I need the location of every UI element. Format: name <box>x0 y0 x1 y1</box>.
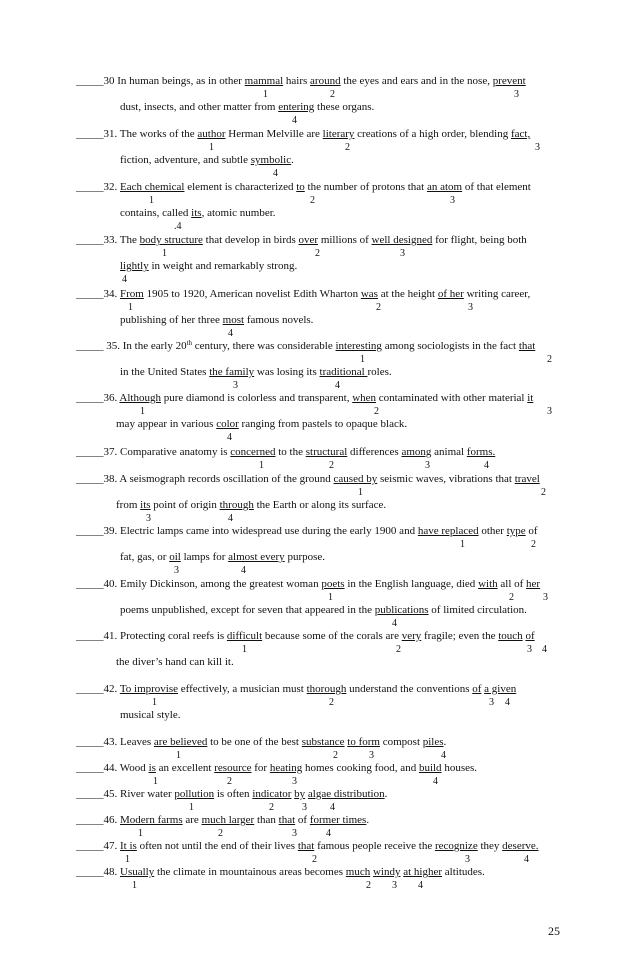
question-42: _____42. To improvise effectively, a musician must thorough understand the conventions of a given 1 2 3 4 musical style. <box>76 683 517 721</box>
option-3: oil <box>169 551 181 563</box>
option-4: publications <box>374 604 429 616</box>
question-48: _____48. Usually the climate in mountainous areas becomes much windy at higher altitudes. 1 2 3 4 <box>76 866 485 891</box>
option-2: that <box>518 340 536 352</box>
option-4: build <box>418 762 442 774</box>
option-2: very <box>401 630 422 642</box>
question-40: _____40. Emily Dickinson, among the greatest woman poets in the English language, died with all of her 1 2 3 poems unpublished, except for seven that appeared in the publications of limited circulation. 4 <box>76 578 548 629</box>
option-3: touch <box>498 630 523 642</box>
question-32: _____32. Each chemical element is characterized to the number of protons that an atom of that element 1 2 3 contains, called its, atomic number. .4 <box>76 181 531 232</box>
option-2: that <box>297 840 315 852</box>
option-3: an atom <box>426 181 463 193</box>
option-1: Although <box>119 392 161 404</box>
option-2: resource <box>214 762 252 774</box>
option-4: its <box>191 207 202 219</box>
option-1: Usually <box>120 866 155 878</box>
option-3: of <box>472 683 482 695</box>
question-39: _____39. Electric lamps came into widespread use during the early 1900 and have replaced other type of 1 2 fat, gas, or oil lamps for almost every purpose. 3 4 <box>76 525 538 576</box>
page-number: 25 <box>548 924 560 938</box>
option-1: caused by <box>333 473 378 485</box>
option-1: difficult <box>226 630 263 642</box>
question-46: _____46. Modern farms are much larger than that of former times. 1 2 3 4 <box>76 814 370 839</box>
option-2: much larger <box>201 814 255 826</box>
option-1: mammal <box>244 75 284 87</box>
option-3: that <box>278 814 296 826</box>
option-3: windy <box>372 866 401 878</box>
option-4: a given <box>484 683 517 695</box>
option-1: have replaced <box>417 525 479 537</box>
option-4: symbolic <box>250 154 292 166</box>
option-1: is <box>148 762 156 774</box>
option-4: almost every <box>228 551 285 563</box>
question-35: _____ 35. In the early 20th century, there was considerable interesting among sociologists in the fact that 1 2 in the United States the family was losing its traditional roles. 3 4 <box>76 339 552 391</box>
question-43: _____43. Leaves are believed to be one of the best substance to form compost piles. 1 2 3 4 <box>76 736 447 761</box>
option-2: over <box>298 234 319 246</box>
option-3: fact, <box>511 128 531 140</box>
option-2: type <box>506 525 526 537</box>
question-37: _____37. Comparative anatomy is concerned to the structural differences among animal forms. 1 2 3 4 <box>76 446 496 471</box>
option-2: much <box>345 866 371 878</box>
option-2: to <box>296 181 305 193</box>
option-2: was <box>360 288 378 300</box>
option-4: lightly <box>120 260 149 272</box>
question-36: _____36. Although pure diamond is colorless and transparent, when contaminated with other material it 1 2 3 may appear in various color ranging from pastels to opaque black. 4 <box>76 392 552 443</box>
option-4: deserve. <box>502 840 539 852</box>
option-3: prevent <box>492 75 526 87</box>
option-2: literary <box>322 128 355 140</box>
option-4: forms. <box>466 446 496 458</box>
option-1: interesting <box>335 340 382 352</box>
option-2: thorough <box>306 683 347 695</box>
option-1: poets <box>321 578 345 590</box>
option-1: body structure <box>139 234 203 246</box>
option-3: heating <box>269 762 303 774</box>
option-2: indicator <box>252 788 292 800</box>
option-3: its <box>140 499 151 511</box>
option-4: color <box>216 418 239 430</box>
option-2: when <box>352 392 377 404</box>
option-3: by <box>294 788 306 800</box>
option-1: are believed <box>153 736 208 748</box>
option-3: the family <box>209 366 255 378</box>
option-2: travel <box>514 473 540 485</box>
option-4: piles <box>422 736 444 748</box>
question-45: _____45. River water pollution is often indicator by algae distribution. 1 2 3 4 <box>76 788 388 813</box>
option-1: pollution <box>174 788 215 800</box>
question-33: _____33. The body structure that develop in birds over millions of well designed for flight, being both 1 2 3 lightly in weight and remarkably strong. 4 <box>76 234 527 285</box>
option-4: at higher <box>403 866 443 878</box>
option-3: of her <box>437 288 464 300</box>
option-1: author <box>197 128 226 140</box>
option-1: concerned <box>230 446 276 458</box>
option-2: structural <box>305 446 348 458</box>
option-2: substance <box>301 736 345 748</box>
question-38: _____38. A seismograph records oscillation of the ground caused by seismic waves, vibrations that travel 1 2 from its point of origin through the Earth or along its surface. 3 4 <box>76 473 546 524</box>
question-44: _____44. Wood is an excellent resource for heating homes cooking food, and build houses. 1 2 3 4 <box>76 762 478 787</box>
option-4: most <box>222 314 245 326</box>
question-31: _____31. The works of the author Herman Melville are literary creations of a high order, blending fact, 1 2 3 fiction, adventure, and subtle symbolic. 4 <box>76 128 540 179</box>
option-2: with <box>478 578 498 590</box>
option-2: around <box>310 75 341 87</box>
option-3: recognize <box>434 840 478 852</box>
option-1: From <box>120 288 144 300</box>
option-3: among <box>401 446 432 458</box>
option-4: traditional <box>319 366 368 378</box>
option-3: it <box>527 392 534 404</box>
question-30: _____30 In human beings, as in other mammal hairs around the eyes and ears and in the nose, prevent 1 2 3 dust, insects, and other matter from entering these organs. 4 <box>76 75 526 126</box>
option-4: algae distribution <box>307 788 385 800</box>
option-4: entering <box>278 101 315 113</box>
option-1: Each chemical <box>120 181 185 193</box>
option-3: her <box>526 578 541 590</box>
option-1: It is <box>120 840 137 852</box>
question-41: _____41. Protecting coral reefs is difficult because some of the corals are very fragile; even the touch of 1 2 3 4 the diver’s hand can kill it. <box>76 630 547 668</box>
option-4: former times <box>309 814 367 826</box>
option-4: of <box>525 630 535 642</box>
option-3: to form <box>347 736 380 748</box>
option-1: Modern farms <box>120 814 183 826</box>
question-47: _____47. It is often not until the end of their lives that famous people receive the recognize they deserve. 1 2 3 4 <box>76 840 539 865</box>
question-34: _____34. From 1905 to 1920, American novelist Edith Wharton was at the height of her writing career, 1 2 3 publishing of her three most famous novels. 4 <box>76 288 531 339</box>
option-1: To improvise <box>119 683 179 695</box>
option-3: well designed <box>371 234 433 246</box>
option-4: through <box>219 499 254 511</box>
